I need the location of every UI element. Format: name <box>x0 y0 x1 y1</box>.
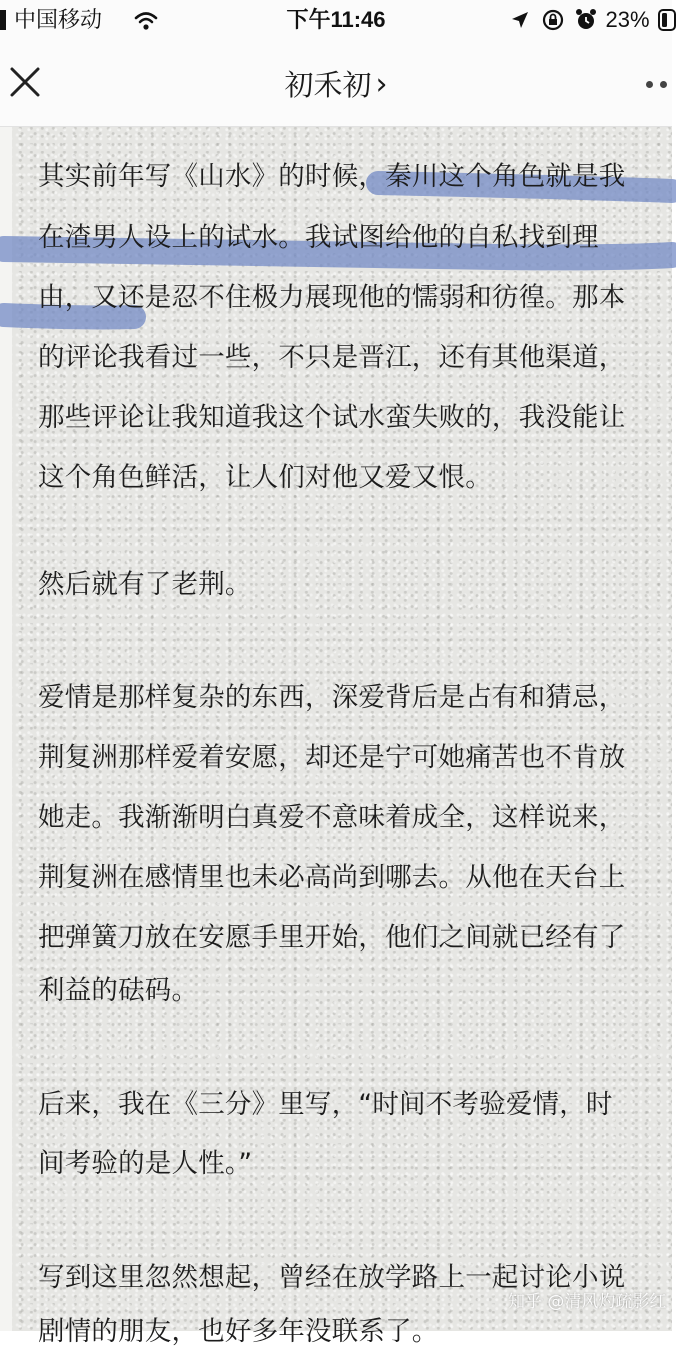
status-right <box>510 5 672 35</box>
text-line: 那些评论让我知道我这个试水蛮失败的，我没能让 <box>38 402 626 433</box>
text-line: 把弹簧刀放在安愿手里开始，他们之间就已经有了 <box>38 922 626 953</box>
text-line: 利益的砝码。 <box>38 975 199 1006</box>
text-line: 这个角色鲜活，让人们对他又爱又恨。 <box>38 462 492 493</box>
rotation-lock-icon <box>541 8 565 32</box>
text-line: 她走。我渐渐明白真爱不意味着成全，这样说来， <box>38 802 626 833</box>
zhihu-watermark: 知乎 @清风灼疏影红 <box>508 1292 667 1312</box>
text-line: 的评论我看过一些，不只是晋江，还有其他渠道， <box>38 342 626 373</box>
text-line: 由，又还是忍不住极力展现他的懦弱和彷徨。那本 <box>38 282 626 313</box>
text-line: 荆复洲那样爱着安愿，却还是宁可她痛苦也不肯放 <box>38 742 626 773</box>
text-line: 后来，我在《三分》里写，“时间不考验爱情，时 <box>38 1089 613 1120</box>
more-icon[interactable] <box>646 78 676 92</box>
nav-title[interactable]: 初禾初 <box>284 68 372 102</box>
more-dot <box>646 81 653 88</box>
location-icon <box>510 10 530 30</box>
battery-percent: 23% <box>605 7 650 32</box>
text-line: 在渣男人设上的试水。我试图给他的自私找到理 <box>38 222 599 253</box>
status-time: 下午11:46 <box>286 7 386 32</box>
nav-bar <box>0 40 672 127</box>
nav-title-group[interactable] <box>0 64 672 104</box>
text-line: 爱情是那样复杂的东西，深爱背后是占有和猜忌， <box>38 682 626 713</box>
more-dot <box>660 81 667 88</box>
text-line: 其实前年写《山水》的时候，秦川这个角色就是我 <box>38 161 626 192</box>
text-line: 剧情的朋友，也好多年没联系了。 <box>38 1316 439 1347</box>
status-bar <box>0 0 672 40</box>
text-line: 间考验的是人性。” <box>38 1148 253 1179</box>
carrier-label: 中国移动 <box>14 7 103 32</box>
highlight-stroke <box>4 315 134 317</box>
chevron-right-icon[interactable]: › <box>375 67 388 102</box>
alarm-icon <box>575 8 597 32</box>
battery-icon <box>658 8 672 32</box>
text-line: 写到这里忽然想起，曾经在放学路上一起讨论小说 <box>38 1262 626 1293</box>
article-image <box>0 127 672 1347</box>
text-line: 荆复洲在感情里也未必高尚到哪去。从他在天台上 <box>38 862 626 893</box>
text-line: 然后就有了老荆。 <box>38 569 252 600</box>
